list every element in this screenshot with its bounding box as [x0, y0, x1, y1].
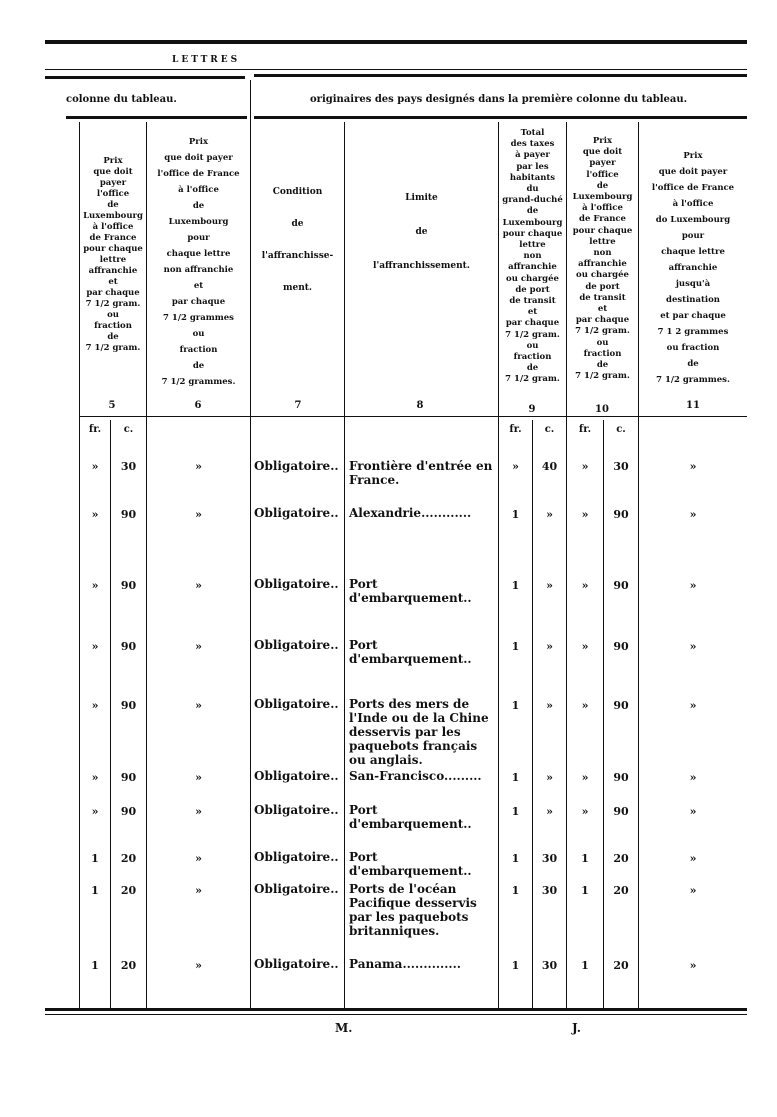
condition: Obligatoire.. [254, 459, 339, 473]
col6: » [195, 579, 202, 592]
limit: Port d'embarquement.. [349, 850, 472, 878]
col5-c-label: c. [123, 424, 134, 435]
col10-c: 90 [613, 579, 629, 592]
limit: Alexandrie............ [349, 506, 472, 520]
col8-header: Limite de l'affranchissement. [373, 193, 470, 271]
col11: » [689, 771, 697, 784]
col10-header: Prix que doit payer l'office de Luxembourg à l'office de France pour chaque lettre non affranchie ou chargée de port de transit et par chaque 7 1/2 gram. ou fraction de 7 1/2 gram. [572, 136, 633, 382]
col10-fr: » [581, 508, 589, 521]
col5-c: 20 [120, 959, 137, 972]
col10-fr-label: fr. [578, 424, 592, 435]
col10-fr: » [581, 579, 589, 592]
col9-c: » [546, 640, 553, 653]
footer-left: M. [335, 1021, 353, 1035]
col5-header: Prix que doit payer l'office de Luxembourg à l'office de France pour chaque lettre affranchie et par chaque 7 1/2 gram. ou fraction de 7 1/2 gram. [83, 156, 143, 353]
col5-c: 90 [120, 771, 137, 784]
limit: Port d'embarquement.. [349, 803, 472, 831]
col6: » [195, 508, 202, 521]
col10-c: 20 [613, 884, 629, 897]
col9-c: » [546, 805, 553, 818]
col10-c: 90 [613, 699, 629, 712]
brace-rule-left [45, 76, 245, 79]
col10-fr: » [581, 640, 589, 653]
col5-number: 5 [108, 400, 116, 411]
col5-fr: 1 [91, 852, 99, 865]
title-rule [45, 69, 747, 70]
col9-fr: 1 [511, 884, 520, 897]
col8-number: 8 [416, 400, 424, 411]
caption-rule-right [254, 116, 747, 119]
col9-c: » [546, 508, 553, 521]
col5-fr: » [91, 640, 99, 653]
col5-fr: 1 [91, 959, 99, 972]
col7-number: 7 [294, 400, 302, 411]
col9-number: 9 [528, 404, 536, 415]
col9-c: 30 [541, 852, 558, 865]
col5-fr: » [91, 579, 99, 592]
col10-fr: » [581, 699, 589, 712]
limit: Ports des mers de l'Inde ou de la Chine desservis par les paquebots français ou anglais. [349, 697, 489, 767]
bottom-rule [45, 1008, 747, 1011]
col9-fr-label: fr. [509, 424, 522, 435]
col6: » [195, 640, 202, 653]
col9-c: 40 [541, 460, 558, 473]
top-rule [45, 40, 747, 44]
col9-fr: 1 [511, 579, 520, 592]
col11: » [689, 508, 697, 521]
col9-c: 30 [541, 884, 558, 897]
col11: » [689, 579, 697, 592]
col5-fr-label: fr. [88, 424, 102, 435]
col7-header: Condition de l'affranchisse- ment. [261, 187, 334, 293]
col10-fr: » [581, 805, 589, 818]
col6: » [195, 852, 202, 865]
col5-c: 90 [120, 805, 137, 818]
limit: Port d'embarquement.. [349, 638, 472, 666]
col11: » [689, 884, 697, 897]
col5-fr: » [91, 805, 99, 818]
col5-c: 90 [120, 640, 137, 653]
col9-c: » [546, 771, 553, 784]
col10-fr: 1 [581, 959, 589, 972]
col9-c: 30 [541, 959, 558, 972]
col10-c: 30 [613, 460, 629, 473]
col9-fr: 1 [511, 959, 520, 972]
col5-c: 20 [120, 884, 137, 897]
limit: Frontière d'entrée en France. [349, 459, 493, 487]
limit: Port d'embarquement.. [349, 577, 472, 605]
condition: Obligatoire.. [254, 577, 339, 591]
col5-fr: » [91, 771, 99, 784]
col9-c-label: c. [544, 424, 555, 435]
col5-c: 90 [120, 508, 137, 521]
col10-fr: 1 [581, 852, 589, 865]
col9-fr: 1 [511, 805, 520, 818]
col10-c: 20 [613, 852, 629, 865]
col6-header: Prix que doit payer l'office de France à l'office de Luxembourg pour chaque lettre non affranchie et par chaque 7 1/2 grammes ou fraction de 7 1/2 grammes. [157, 137, 240, 387]
caption-rule [66, 116, 247, 119]
col9-fr: » [512, 460, 519, 473]
col5-c: 90 [120, 699, 137, 712]
col11: » [689, 805, 697, 818]
col11: » [689, 699, 697, 712]
col11: » [689, 460, 697, 473]
col6: » [195, 460, 202, 473]
col10-c: 90 [613, 508, 629, 521]
col9-fr: 1 [511, 640, 520, 653]
footer-right: J. [572, 1021, 581, 1035]
bottom-rule-thin [45, 1014, 747, 1015]
col11: » [689, 640, 697, 653]
condition: Obligatoire.. [254, 957, 339, 971]
col9-fr: 1 [511, 699, 520, 712]
col9-c: » [546, 579, 553, 592]
col10-fr: » [581, 460, 589, 473]
col9-fr: 1 [511, 508, 520, 521]
col10-number: 10 [595, 404, 609, 415]
col10-c: 90 [613, 640, 629, 653]
col11: » [689, 852, 697, 865]
header-title: LETTRES [172, 55, 241, 65]
col6: » [195, 771, 202, 784]
col11-header: Prix que doit payer l'office de France à l'office do Luxembourg pour chaque lettre affranchie jusqu'à destination et par chaque 7 1 2 grammes ou fraction de 7 1/2 grammes. [651, 151, 735, 385]
header-bottom-rule [79, 416, 747, 417]
col11-number: 11 [686, 400, 700, 411]
col6-number: 6 [194, 400, 202, 411]
col5-fr: » [91, 508, 99, 521]
col10-c-label: c. [616, 424, 626, 435]
col5-c: 90 [120, 579, 137, 592]
brace-rule-right [254, 74, 747, 77]
col5-fr: » [91, 460, 99, 473]
col10-c: 90 [613, 805, 629, 818]
col6: » [195, 884, 202, 897]
left-caption: colonne du tableau. [66, 94, 177, 105]
condition: Obligatoire.. [254, 769, 339, 783]
condition: Obligatoire.. [254, 638, 339, 652]
col10-c: 20 [613, 959, 629, 972]
right-caption: originaires des pays designés dans la première colonne du tableau. [310, 94, 688, 105]
col9-fr: 1 [511, 852, 520, 865]
col6: » [195, 805, 202, 818]
col5-c: 30 [120, 460, 137, 473]
col9-header: Total des taxes à payer par les habitants du grand-duché de Luxembourg pour chaque lettre non affranchie ou chargée de port de transit et par chaque 7 1/2 gram. ou fraction de 7 1/2 gram. [502, 128, 563, 385]
col6: » [195, 699, 202, 712]
condition: Obligatoire.. [254, 803, 339, 817]
col10-fr: 1 [581, 884, 589, 897]
condition: Obligatoire.. [254, 850, 339, 864]
col9-fr: 1 [511, 771, 520, 784]
col5-c: 20 [120, 852, 137, 865]
col6: » [195, 959, 202, 972]
condition: Obligatoire.. [254, 697, 339, 711]
condition: Obligatoire.. [254, 882, 339, 896]
col5-fr: » [91, 699, 99, 712]
limit: Ports de l'océan Pacifique desservis par les paquebots britanniques. [349, 882, 477, 938]
col5-fr: 1 [91, 884, 99, 897]
limit: San-Francisco......... [349, 769, 482, 783]
col11: » [689, 959, 697, 972]
col9-c: » [546, 699, 553, 712]
condition: Obligatoire.. [254, 506, 339, 520]
col10-fr: » [581, 771, 589, 784]
col10-c: 90 [613, 771, 629, 784]
limit: Panama.............. [349, 957, 461, 971]
